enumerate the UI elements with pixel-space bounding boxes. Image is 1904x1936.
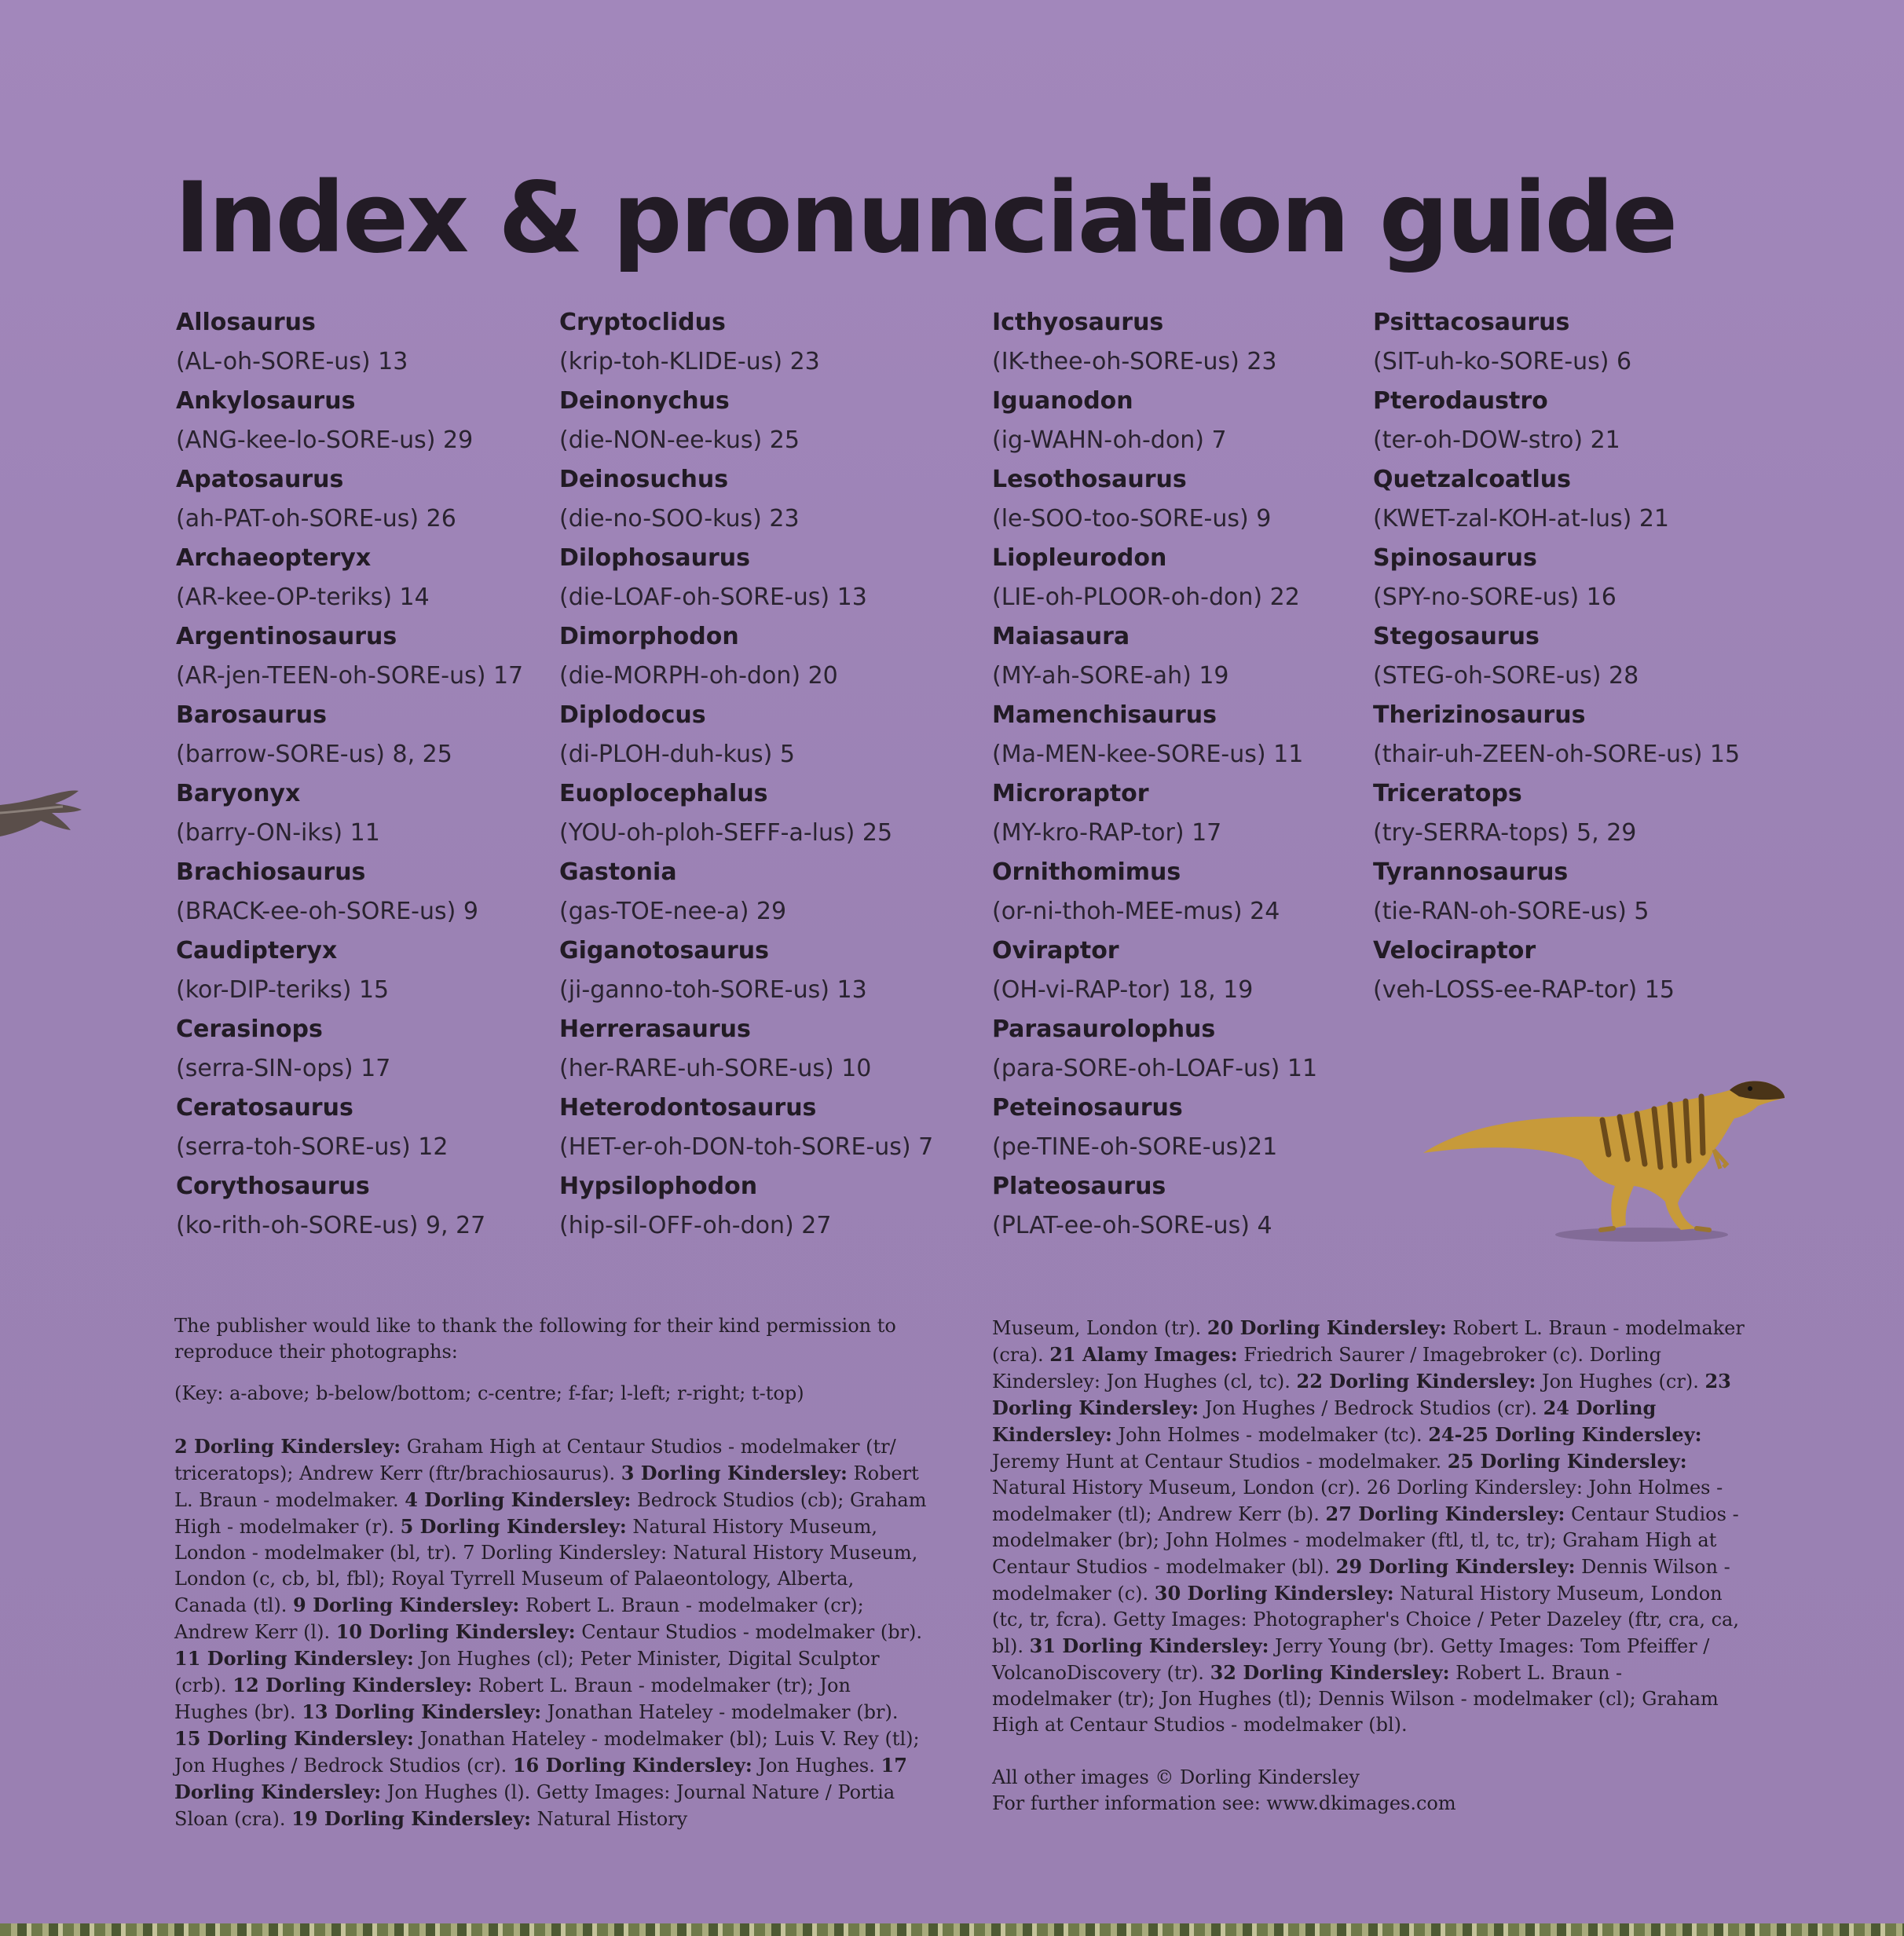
index-entry bbox=[992, 303, 1317, 382]
credit-text: Bedrock Studios (cb); Graham High - modelmaker (r). bbox=[174, 1489, 927, 1538]
dinosaur-name: Stegosaurus bbox=[1373, 623, 1540, 650]
pronunciation: (or-ni-thoh-MEE-mus) 24 bbox=[992, 898, 1280, 925]
credit-text: Robert L. Braun - modelmaker (cra). bbox=[992, 1317, 1745, 1366]
index-entry bbox=[559, 460, 933, 539]
credits-list-right bbox=[992, 1315, 1746, 1738]
pronunciation: (serra-toh-SORE-us) 12 bbox=[176, 1133, 449, 1161]
pronunciation: (MY-ah-SORE-ah) 19 bbox=[992, 662, 1229, 690]
further-info-line: For further information see: www.dkimages.com bbox=[992, 1792, 1456, 1814]
index-column-3 bbox=[992, 303, 1317, 1246]
pronunciation: (Ma-MEN-kee-SORE-us) 11 bbox=[992, 741, 1304, 768]
pronunciation: (para-SORE-oh-LOAF-us) 11 bbox=[992, 1055, 1318, 1082]
index-entry bbox=[559, 1010, 933, 1089]
pronunciation: (ig-WAHN-oh-don) 7 bbox=[992, 426, 1227, 454]
index-entry bbox=[559, 774, 933, 853]
index-entry bbox=[176, 853, 523, 931]
pronunciation: (ter-oh-DOW-stro) 21 bbox=[1373, 426, 1620, 454]
credit-source: 21 Alamy Images: bbox=[1049, 1343, 1238, 1366]
pronunciation: (HET-er-oh-DON-toh-SORE-us) 7 bbox=[559, 1133, 934, 1161]
credit-text: Jon Hughes (cr). bbox=[1536, 1371, 1705, 1393]
index-entry bbox=[176, 460, 523, 539]
index-entry bbox=[1373, 303, 1740, 382]
index-entry bbox=[1373, 774, 1740, 853]
dinosaur-name: Cryptoclidus bbox=[559, 309, 726, 336]
pronunciation: (SPY-no-SORE-us) 16 bbox=[1373, 584, 1617, 611]
credit-text: John Holmes - modelmaker (tc). bbox=[1111, 1424, 1429, 1446]
pronunciation: (YOU-oh-ploh-SEFF-a-lus) 25 bbox=[559, 819, 893, 847]
dinosaur-name: Caudipteryx bbox=[176, 937, 338, 964]
dinosaur-name: Therizinosaurus bbox=[1373, 701, 1586, 729]
credit-text: Robert L. Braun - modelmaker (tr); Jon Hughes (tl); Dennis Wilson - modelmaker (cl); Graham High at Centaur Studios - modelmaker (bl). bbox=[992, 1662, 1719, 1736]
index-entry bbox=[559, 617, 933, 696]
credits-intro: The publisher would like to thank the following for their kind permission to reproduce their photographs: bbox=[174, 1315, 896, 1363]
credit-text: Robert L. Braun - modelmaker. bbox=[174, 1462, 919, 1511]
dinosaur-name: Ornithomimus bbox=[992, 858, 1181, 886]
credit-text: Jon Hughes / Bedrock Studios (cr). bbox=[1199, 1397, 1543, 1419]
dinosaur-name: Cerasinops bbox=[176, 1016, 323, 1043]
credit-source: 31 Dorling Kindersley: bbox=[1029, 1634, 1269, 1657]
credit-text: Natural History bbox=[531, 1808, 688, 1830]
index-entry bbox=[992, 1010, 1317, 1089]
copyright-line: All other images © Dorling Kindersley bbox=[992, 1766, 1360, 1788]
credit-source: 2 Dorling Kindersley: bbox=[174, 1435, 401, 1458]
pronunciation: (ji-ganno-toh-SORE-us) 13 bbox=[559, 976, 867, 1004]
index-entry bbox=[559, 1089, 933, 1167]
credit-text: Jeremy Hunt at Centaur Studios - modelmaker. bbox=[992, 1451, 1448, 1473]
index-entry bbox=[176, 539, 523, 617]
dinosaur-name: Liopleurodon bbox=[992, 544, 1167, 572]
dinosaur-name: Parasaurolophus bbox=[992, 1016, 1216, 1043]
dinosaur-name: Plateosaurus bbox=[992, 1173, 1166, 1200]
index-entry bbox=[176, 617, 523, 696]
dinosaur-name: Quetzalcoatlus bbox=[1373, 466, 1572, 493]
dinosaur-name: Brachiosaurus bbox=[176, 858, 366, 886]
index-entry bbox=[1373, 539, 1740, 617]
pronunciation: (pe-TINE-oh-SORE-us)21 bbox=[992, 1133, 1278, 1161]
index-entry bbox=[559, 1167, 933, 1246]
pronunciation: (di-PLOH-duh-kus) 5 bbox=[559, 741, 795, 768]
credit-source: 4 Dorling Kindersley: bbox=[405, 1488, 632, 1511]
credit-source: 25 Dorling Kindersley: bbox=[1447, 1450, 1687, 1473]
dinosaur-name: Ankylosaurus bbox=[176, 387, 356, 415]
pronunciation: (AR-kee-OP-teriks) 14 bbox=[176, 584, 430, 611]
dinosaur-name: Microraptor bbox=[992, 780, 1149, 807]
wing-fragment-icon bbox=[0, 789, 86, 844]
index-entry bbox=[992, 1167, 1317, 1246]
credit-source: 29 Dorling Kindersley: bbox=[1335, 1555, 1576, 1578]
pronunciation: (STEG-oh-SORE-us) 28 bbox=[1373, 662, 1639, 690]
credit-text: Jon Hughes (l). Getty Images: Journal Nature / Portia Sloan (cra). bbox=[174, 1781, 895, 1830]
pronunciation: (IK-thee-oh-SORE-us) 23 bbox=[992, 348, 1277, 375]
credit-text: Natural History Museum, London (tc, tr, fcra). Getty Images: Photographer's Choice / Peter Dazeley (ftr, cra, ca, bl). bbox=[992, 1583, 1739, 1657]
dinosaur-name: Triceratops bbox=[1373, 780, 1522, 807]
dinosaur-name: Deinosuchus bbox=[559, 466, 729, 493]
dinosaur-name: Allosaurus bbox=[176, 309, 316, 336]
index-entry bbox=[992, 696, 1317, 774]
credit-source: 11 Dorling Kindersley: bbox=[174, 1647, 414, 1670]
index-entry bbox=[992, 774, 1317, 853]
index-column-4 bbox=[1373, 303, 1740, 1010]
dinosaur-name: Tyrannosaurus bbox=[1373, 858, 1569, 886]
dinosaur-name: Maiasaura bbox=[992, 623, 1130, 650]
index-entry bbox=[176, 1089, 523, 1167]
dinosaur-name: Pterodaustro bbox=[1373, 387, 1548, 415]
dinosaur-name: Deinonychus bbox=[559, 387, 730, 415]
credit-text: Friedrich Saurer / Imagebroker (c). Dorling Kindersley: Jon Hughes (cl, tc). bbox=[992, 1344, 1661, 1393]
raptor-illustration-icon bbox=[1422, 1068, 1791, 1249]
credits-list-left bbox=[174, 1433, 928, 1832]
pronunciation: (her-RARE-uh-SORE-us) 10 bbox=[559, 1055, 872, 1082]
index-entry bbox=[1373, 617, 1740, 696]
index-column-1 bbox=[176, 303, 523, 1246]
credit-text: Dennis Wilson - modelmaker (c). bbox=[992, 1556, 1730, 1605]
index-entry bbox=[176, 1167, 523, 1246]
dinosaur-name: Gastonia bbox=[559, 858, 677, 886]
pronunciation: (le-SOO-too-SORE-us) 9 bbox=[992, 505, 1272, 532]
credit-text: Jonathan Hateley - modelmaker (bl); Luis V. Rey (tl); Jon Hughes / Bedrock Studios (cr). bbox=[174, 1728, 920, 1777]
pronunciation: (PLAT-ee-oh-SORE-us) 4 bbox=[992, 1212, 1272, 1239]
pronunciation: (AL-oh-SORE-us) 13 bbox=[176, 348, 408, 375]
index-entry bbox=[559, 382, 933, 460]
photo-credits-left bbox=[174, 1313, 928, 1832]
credit-source: 13 Dorling Kindersley: bbox=[302, 1700, 542, 1723]
dinosaur-name: Hypsilophodon bbox=[559, 1173, 758, 1200]
dinosaur-name: Dimorphodon bbox=[559, 623, 739, 650]
pronunciation: (LIE-oh-PLOOR-oh-don) 22 bbox=[992, 584, 1300, 611]
dinosaur-name: Barosaurus bbox=[176, 701, 327, 729]
credit-text: Centaur Studios - modelmaker (br); John Holmes - modelmaker (ftl, tl, tc, tr); Graham High at Centaur Studios - modelmaker (bl). bbox=[992, 1503, 1739, 1578]
dinosaur-name: Spinosaurus bbox=[1373, 544, 1537, 572]
index-entry bbox=[176, 382, 523, 460]
index-entry bbox=[992, 617, 1317, 696]
index-entry bbox=[559, 853, 933, 931]
pronunciation: (die-no-SOO-kus) 23 bbox=[559, 505, 800, 532]
credit-source: 20 Dorling Kindersley: bbox=[1206, 1316, 1447, 1339]
index-entry bbox=[992, 382, 1317, 460]
index-entry bbox=[1373, 853, 1740, 931]
credits-key: (Key: a-above; b-below/bottom; c-centre; f-far; l-left; r-right; t-top) bbox=[174, 1382, 804, 1404]
pronunciation: (BRACK-ee-oh-SORE-us) 9 bbox=[176, 898, 478, 925]
index-entry bbox=[176, 303, 523, 382]
index-entry bbox=[559, 539, 933, 617]
credit-source: 27 Dorling Kindersley: bbox=[1325, 1502, 1565, 1525]
dinosaur-name: Oviraptor bbox=[992, 937, 1119, 964]
pronunciation: (krip-toh-KLIDE-us) 23 bbox=[559, 348, 820, 375]
credit-source: 32 Dorling Kindersley: bbox=[1210, 1661, 1450, 1684]
pronunciation: (ko-rith-oh-SORE-us) 9, 27 bbox=[176, 1212, 486, 1239]
credit-source: 22 Dorling Kindersley: bbox=[1296, 1370, 1536, 1393]
dinosaur-name: Ceratosaurus bbox=[176, 1094, 353, 1122]
bottom-image-strip bbox=[0, 1923, 1904, 1936]
pronunciation: (KWET-zal-KOH-at-lus) 21 bbox=[1373, 505, 1670, 532]
dinosaur-name: Diplodocus bbox=[559, 701, 706, 729]
credit-source: 3 Dorling Kindersley: bbox=[621, 1462, 848, 1484]
index-entry bbox=[992, 931, 1317, 1010]
dinosaur-name: Archaeopteryx bbox=[176, 544, 372, 572]
index-entry bbox=[176, 1010, 523, 1089]
dinosaur-name: Apatosaurus bbox=[176, 466, 344, 493]
pronunciation: (gas-TOE-nee-a) 29 bbox=[559, 898, 787, 925]
pronunciation: (die-LOAF-oh-SORE-us) 13 bbox=[559, 584, 867, 611]
credit-source: 15 Dorling Kindersley: bbox=[174, 1727, 414, 1750]
dinosaur-name: Herrerasaurus bbox=[559, 1016, 751, 1043]
credit-source: 5 Dorling Kindersley: bbox=[400, 1515, 627, 1538]
pronunciation: (veh-LOSS-ee-RAP-tor) 15 bbox=[1373, 976, 1675, 1004]
credit-text: Centaur Studios - modelmaker (br). bbox=[575, 1621, 923, 1643]
pronunciation: (hip-sil-OFF-oh-don) 27 bbox=[559, 1212, 832, 1239]
credit-text: Jon Hughes. bbox=[752, 1755, 881, 1777]
index-entry bbox=[1373, 382, 1740, 460]
index-entry bbox=[559, 303, 933, 382]
credit-text: Robert L. Braun - modelmaker (cr); Andrew Kerr (l). bbox=[174, 1594, 864, 1643]
dinosaur-name: Giganotosaurus bbox=[559, 937, 770, 964]
credit-source: 23 Dorling Kindersley: bbox=[992, 1370, 1731, 1419]
index-entry bbox=[559, 696, 933, 774]
pronunciation: (die-MORPH-oh-don) 20 bbox=[559, 662, 838, 690]
pronunciation: (SIT-uh-ko-SORE-us) 6 bbox=[1373, 348, 1632, 375]
credit-text: Jerry Young (br). Getty Images: Tom Pfeiffer / VolcanoDiscovery (tr). bbox=[992, 1635, 1710, 1684]
credit-text: Robert L. Braun - modelmaker (tr); Jon Hughes (br). bbox=[174, 1674, 851, 1723]
credit-text: Graham High at Centaur Studios - modelmaker (tr/ triceratops); Andrew Kerr (ftr/brachiosaurus). bbox=[174, 1436, 896, 1484]
credit-source: 16 Dorling Kindersley: bbox=[512, 1754, 752, 1777]
dinosaur-name: Lesothosaurus bbox=[992, 466, 1187, 493]
dinosaur-name: Euoplocephalus bbox=[559, 780, 768, 807]
dinosaur-name: Argentinosaurus bbox=[176, 623, 397, 650]
index-entry bbox=[1373, 931, 1740, 1010]
index-entry bbox=[992, 853, 1317, 931]
credit-text: Natural History Museum, London - modelmaker (bl, tr). 7 Dorling Kindersley: Natural History Museum, London (c, cb, bl, fbl); Royal Tyrrell Museum of Palaeontology, Alberta, Canada (tl). bbox=[174, 1516, 918, 1616]
credit-source: 12 Dorling Kindersley: bbox=[233, 1674, 473, 1696]
index-entry bbox=[1373, 460, 1740, 539]
pronunciation: (ANG-kee-lo-SORE-us) 29 bbox=[176, 426, 474, 454]
dinosaur-name: Dilophosaurus bbox=[559, 544, 750, 572]
index-entry bbox=[176, 931, 523, 1010]
dinosaur-name: Mamenchisaurus bbox=[992, 701, 1217, 729]
pronunciation: (try-SERRA-tops) 5, 29 bbox=[1373, 819, 1637, 847]
credit-source: 17 Dorling Kindersley: bbox=[174, 1754, 907, 1803]
credit-source: 30 Dorling Kindersley: bbox=[1154, 1582, 1394, 1605]
dinosaur-name: Peteinosaurus bbox=[992, 1094, 1183, 1122]
photo-credits-right bbox=[992, 1315, 1746, 1817]
credit-text: Natural History Museum, London (cr). 26 Dorling Kindersley: John Holmes - modelmaker (tl); Andrew Kerr (b). bbox=[992, 1477, 1723, 1525]
index-entry bbox=[992, 539, 1317, 617]
index-entry bbox=[1373, 696, 1740, 774]
pronunciation: (barrow-SORE-us) 8, 25 bbox=[176, 741, 452, 768]
pronunciation: (ah-PAT-oh-SORE-us) 26 bbox=[176, 505, 456, 532]
pronunciation: (tie-RAN-oh-SORE-us) 5 bbox=[1373, 898, 1650, 925]
index-entry bbox=[992, 1089, 1317, 1167]
credit-source: 24-25 Dorling Kindersley: bbox=[1428, 1423, 1702, 1446]
dinosaur-name: Psittacosaurus bbox=[1373, 309, 1570, 336]
index-entry bbox=[176, 696, 523, 774]
pronunciation: (OH-vi-RAP-tor) 18, 19 bbox=[992, 976, 1254, 1004]
index-entry bbox=[992, 460, 1317, 539]
credit-source: 9 Dorling Kindersley: bbox=[293, 1594, 520, 1616]
dinosaur-name: Iguanodon bbox=[992, 387, 1133, 415]
credit-text: Jonathan Hateley - modelmaker (br). bbox=[541, 1701, 899, 1723]
index-entry bbox=[559, 931, 933, 1010]
pronunciation: (thair-uh-ZEEN-oh-SORE-us) 15 bbox=[1373, 741, 1741, 768]
credit-source: 10 Dorling Kindersley: bbox=[335, 1620, 576, 1643]
credit-source: 24 Dorling Kindersley: bbox=[992, 1396, 1657, 1446]
dinosaur-name: Corythosaurus bbox=[176, 1173, 370, 1200]
page-title: Index & pronunciation guide bbox=[174, 162, 1676, 275]
index-entry bbox=[176, 774, 523, 853]
dinosaur-name: Velociraptor bbox=[1373, 937, 1536, 964]
dinosaur-name: Icthyosaurus bbox=[992, 309, 1164, 336]
pronunciation: (kor-DIP-teriks) 15 bbox=[176, 976, 390, 1004]
pronunciation: (MY-kro-RAP-tor) 17 bbox=[992, 819, 1222, 847]
pronunciation: (AR-jen-TEEN-oh-SORE-us) 17 bbox=[176, 662, 524, 690]
credit-text: Museum, London (tr). bbox=[992, 1317, 1207, 1339]
pronunciation: (die-NON-ee-kus) 25 bbox=[559, 426, 800, 454]
pronunciation: (serra-SIN-ops) 17 bbox=[176, 1055, 391, 1082]
pronunciation: (barry-ON-iks) 11 bbox=[176, 819, 380, 847]
credit-source: 19 Dorling Kindersley: bbox=[291, 1807, 532, 1830]
index-column-2 bbox=[559, 303, 933, 1246]
dinosaur-name: Heterodontosaurus bbox=[559, 1094, 817, 1122]
credit-text: Jon Hughes (cl); Peter Minister, Digital Sculptor (crb). bbox=[174, 1648, 880, 1696]
dinosaur-name: Baryonyx bbox=[176, 780, 301, 807]
